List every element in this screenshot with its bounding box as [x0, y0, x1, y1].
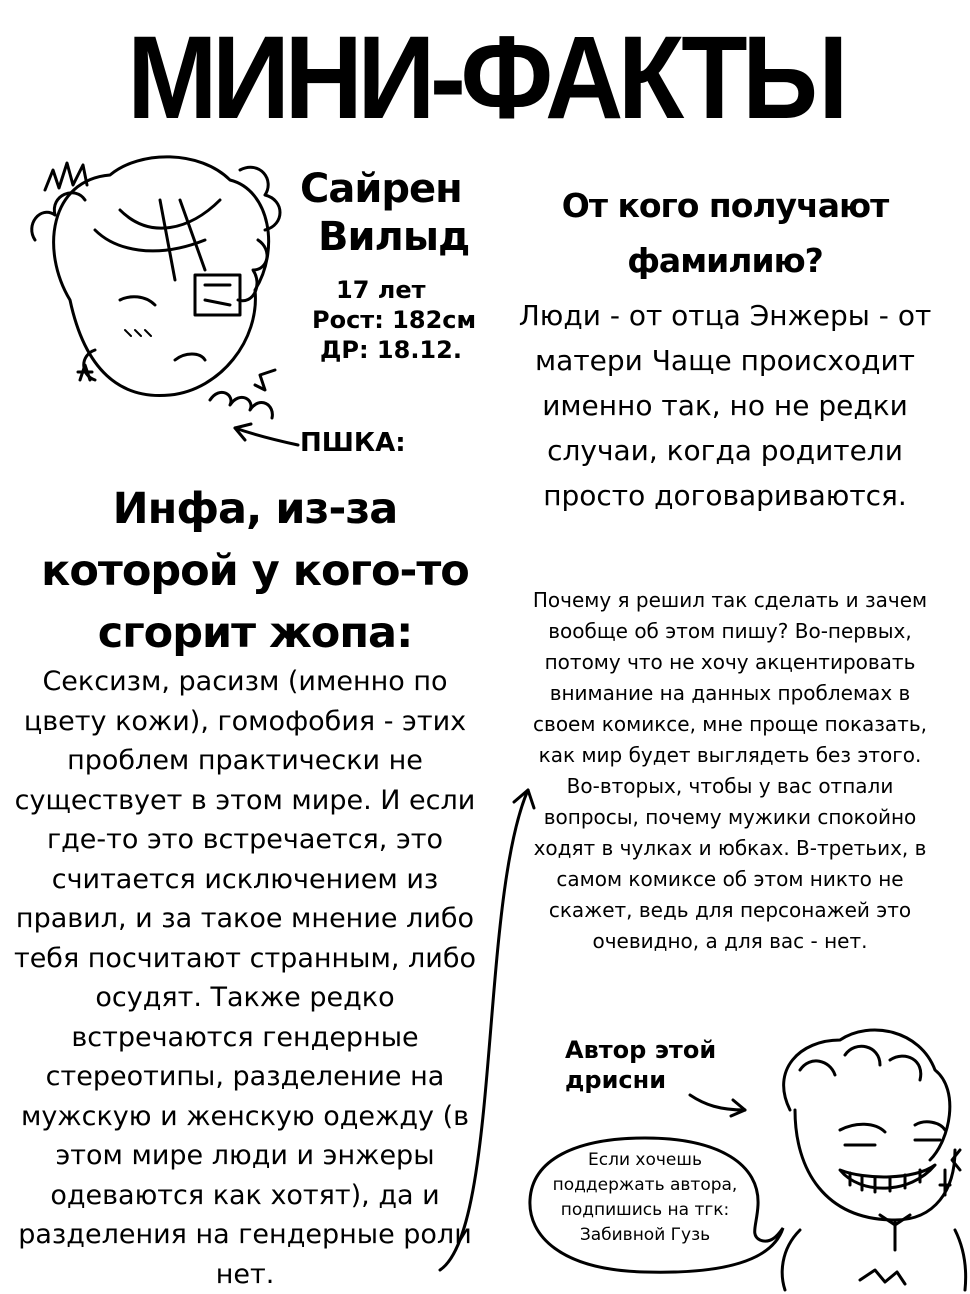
author-label: Автор этой дрисни	[565, 1036, 717, 1094]
character-age: 17 лет	[336, 276, 426, 304]
character-height: Рост: 182см	[312, 306, 477, 334]
character-info	[300, 165, 490, 365]
author-bubble-text: Если хочешь поддержать автора, подпишись на тгк: Забивной Гузь	[552, 1150, 738, 1245]
arrow-icon	[235, 424, 298, 445]
nickname-note: ПШКА:	[300, 428, 406, 458]
character-portrait-icon	[32, 157, 280, 418]
left-section-title: Инфа, из-за которой у кого-то сгорит жопа:	[41, 484, 469, 658]
right-section-title: От кого получают фамилию?	[561, 186, 889, 280]
right-section-body: Люди - от отца Энжеры - от матери Чаще происходит именно так, но не редки случаи, когда родители просто договариваются.	[518, 299, 932, 512]
character-birthday: ДР: 18.12.	[320, 336, 462, 364]
page-title: МИНИ-ФАКТЫ	[127, 12, 843, 144]
left-section-body: Сексизм, расизм (именно по цвету кожи), гомофобия - этих проблем практически не существует в этом мире. И если где-то это встречается, это считается исключением из правил, и за такое мнение либо тебя посчитают странным, либо осудят. Также редко встречаются гендерные стереотипы, разделение на мужскую и женскую одежду (в этом мире люди и энжеры одеваются как хотят), да и разделения на гендерные роли нет.	[13, 666, 477, 1290]
character-name-last: Вилыд	[318, 214, 470, 260]
right-section-note: Почему я решил так сделать и зачем вообще об этом пишу? Во-первых, потому что не хочу акцентировать внимание на данных проблемах в своем комиксе, мне проще показать, как мир будет выглядеть без этого. Во-вторых, чтобы у вас отпали вопросы, почему мужики спокойно ходят в чулках и юбках. В-третьих, в самом комиксе об этом никто не скажет, ведь для персонажей это очевидно, а для вас - нет.	[532, 588, 928, 953]
author-portrait-icon	[782, 1030, 965, 1290]
character-name-first: Сайрен	[300, 166, 462, 212]
author-arrow-icon	[690, 1095, 745, 1116]
